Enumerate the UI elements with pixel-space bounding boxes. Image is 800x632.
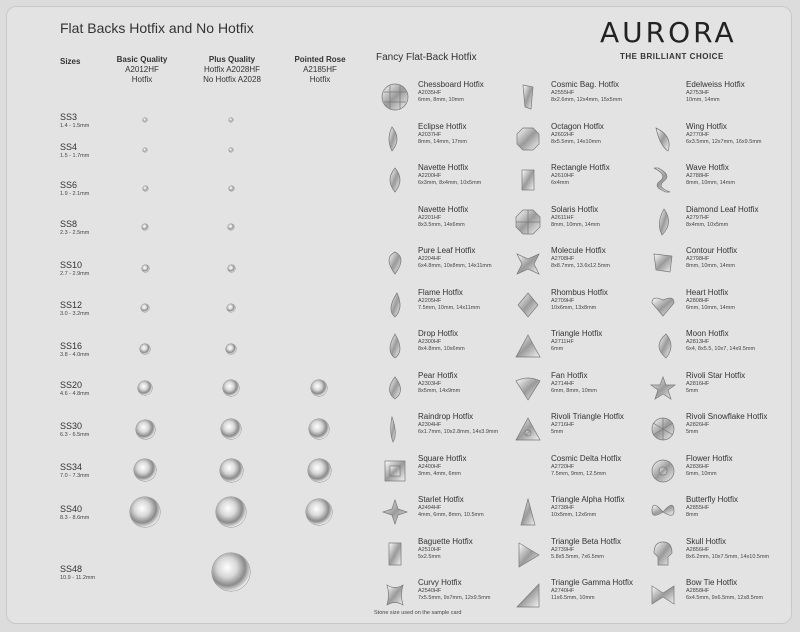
size-row-ss4 bbox=[60, 142, 89, 160]
size-row-ss30 bbox=[60, 421, 89, 439]
size-mm: 3.8 - 4.0mm bbox=[60, 352, 90, 358]
basic-gem-ss40 bbox=[130, 497, 160, 527]
fancy-item-flower bbox=[648, 454, 783, 494]
fancy-item-code: A2300HF bbox=[418, 339, 442, 345]
fancy-item-eclipse bbox=[380, 122, 515, 162]
basic-quality-header bbox=[112, 55, 172, 85]
pointed-rose-header bbox=[288, 55, 352, 85]
size-mm: 2.3 - 2.5mm bbox=[60, 230, 90, 236]
fancy-item-name: Rhombus Hotfix bbox=[551, 287, 608, 297]
plus-gem-ss40 bbox=[216, 497, 246, 527]
cosmic-baguette-icon bbox=[513, 82, 543, 112]
rose-gem-ss40 bbox=[306, 499, 332, 525]
size-row-ss40 bbox=[60, 504, 89, 522]
fancy-item-code: A2494HF bbox=[418, 505, 442, 511]
fancy-item-cosmic-baguette bbox=[513, 80, 648, 120]
fancy-item-chessboard bbox=[380, 80, 515, 120]
fancy-item-sizes: 6mm bbox=[551, 346, 564, 352]
fancy-item-name: Pure Leaf Hotfix bbox=[418, 246, 476, 255]
fancy-item-sizes: 8x5.5mm, 14x10mm bbox=[551, 138, 601, 145]
rose-gem-ss20 bbox=[311, 380, 327, 396]
fancy-item-sizes: 6x4, 8x5.5, 10x7, 14x9.5mm bbox=[686, 346, 756, 352]
fancy-item-heart bbox=[648, 288, 783, 328]
fancy-item-sizes: 8x6.2mm, 10x7.5mm, 14x10.5mm bbox=[686, 553, 770, 560]
fancy-item-rectangle bbox=[513, 163, 648, 203]
diamond-leaf-icon bbox=[648, 207, 678, 237]
fancy-item-name: Edelweiss Hotfix bbox=[686, 80, 745, 89]
skull-icon bbox=[648, 539, 678, 569]
fan-icon bbox=[513, 373, 543, 403]
fancy-item-code: A2201HF bbox=[418, 214, 442, 221]
fancy-item-sizes: 6x3mm, 8x4mm, 10x5mm bbox=[418, 180, 482, 186]
fancy-item-name: Pear Hotfix bbox=[418, 370, 458, 380]
size-label: SS4 bbox=[60, 142, 78, 152]
fancy-item-code: A2788HF bbox=[686, 173, 710, 179]
size-mm: 2.7 - 2.9mm bbox=[60, 271, 90, 277]
fancy-item-name: Cosmic Delta Hotfix bbox=[551, 453, 622, 463]
fancy-item-sizes: 5.8x5.5mm, 7x6.5mm bbox=[551, 553, 604, 560]
pointed-rose-name: Pointed Rose bbox=[294, 55, 346, 64]
fancy-item-code: A2708HF bbox=[551, 256, 575, 262]
fancy-item-name: Moon Hotfix bbox=[686, 329, 729, 338]
basic-gem-ss8 bbox=[142, 224, 148, 230]
fancy-item-sizes: 8mm, 10mm, 14mm bbox=[551, 221, 600, 228]
fancy-item-sizes: 8x4.8mm, 10x6mm bbox=[418, 346, 465, 352]
solaris-icon bbox=[513, 207, 543, 237]
contour-icon bbox=[648, 248, 678, 278]
basic-gem-ss4 bbox=[143, 148, 147, 152]
size-label: SS16 bbox=[60, 341, 83, 351]
fancy-item-drop bbox=[380, 329, 515, 369]
fancy-item-sizes: 5mm bbox=[686, 387, 699, 394]
fancy-item-sizes: 8x8.7mm, 13.6x12.5mm bbox=[551, 263, 610, 269]
fancy-item-pure-leaf bbox=[380, 246, 515, 286]
size-label: SS6 bbox=[60, 180, 78, 190]
size-row-ss8 bbox=[60, 219, 89, 237]
plus-gem-ss6 bbox=[229, 186, 234, 191]
fancy-item-code: A2813HF bbox=[686, 339, 710, 345]
chessboard-icon bbox=[380, 82, 410, 112]
fancy-item-triangle-gamma bbox=[513, 578, 648, 618]
size-row-ss48 bbox=[60, 564, 95, 582]
fancy-item-sizes: 6x4.8mm, 10x8mm, 14x11mm bbox=[418, 263, 492, 269]
fancy-item-sizes: 10x5mm, 12x6mm bbox=[551, 512, 597, 518]
fancy-item-name: Molecule Hotfix bbox=[551, 246, 606, 255]
size-label: SS12 bbox=[60, 300, 83, 310]
basic-gem-ss10 bbox=[142, 265, 149, 272]
fancy-item-name: Rivoli Star Hotfix bbox=[686, 370, 746, 380]
sizes-header bbox=[60, 57, 94, 67]
curvy-icon bbox=[380, 580, 410, 610]
fancy-item-fan bbox=[513, 371, 648, 411]
fancy-item-rivoli-star bbox=[648, 371, 783, 411]
fancy-item-sizes: 6x3.5mm, 12x7mm, 16x9.5mm bbox=[686, 138, 762, 145]
fancy-item-code: A2709HF bbox=[551, 297, 575, 304]
fancy-item-code: A2797HF bbox=[686, 214, 710, 221]
fancy-item-sizes: 8mm, 14mm, 17mm bbox=[418, 138, 467, 145]
rivoli-triangle-icon bbox=[513, 414, 543, 444]
fancy-item-butterfly bbox=[648, 495, 783, 535]
fancy-item-name: Heart Hotfix bbox=[686, 287, 729, 297]
plus-gem-ss20 bbox=[223, 380, 239, 396]
fancy-item-name: Triangle Hotfix bbox=[551, 329, 603, 338]
fancy-item-triangle-beta bbox=[513, 537, 648, 577]
fancy-item-bow-tie bbox=[648, 578, 783, 618]
basic-gem-ss30 bbox=[136, 420, 155, 439]
fancy-item-navette bbox=[380, 163, 515, 203]
brand-tagline: THE BRILLIANT CHOICE bbox=[620, 52, 724, 61]
triangle-icon bbox=[513, 331, 543, 361]
raindrop-icon bbox=[380, 414, 410, 444]
fancy-item-sizes: 8mm, 10mm, 14mm bbox=[686, 263, 735, 269]
molecule-icon bbox=[513, 248, 543, 278]
fancy-item-code: A2716HF bbox=[551, 422, 575, 428]
fancy-item-code: A2739HF bbox=[551, 546, 575, 553]
flower-icon bbox=[648, 456, 678, 486]
fancy-item-name: Solaris Hotfix bbox=[551, 204, 599, 214]
plus-gem-ss30 bbox=[221, 419, 241, 439]
fancy-item-octagon bbox=[513, 122, 648, 162]
fancy-section-title: Fancy Flat-Back Hotfix bbox=[376, 52, 477, 63]
plus-gem-ss12 bbox=[227, 304, 235, 312]
fancy-item-name: Triangle Alpha Hotfix bbox=[551, 495, 625, 504]
fancy-item-code: A2711HF bbox=[551, 339, 574, 345]
fancy-item-code: A2303HF bbox=[418, 380, 442, 387]
fancy-item-triangle bbox=[513, 329, 648, 369]
size-mm: 10.9 - 11.2mm bbox=[60, 575, 96, 581]
fancy-item-name: Bow Tie Hotfix bbox=[686, 578, 738, 587]
fancy-item-name: Wing Hotfix bbox=[686, 121, 727, 131]
plus-gem-ss10 bbox=[228, 265, 235, 272]
fancy-item-sizes: 6x4.5mm, 9x6.5mm, 12x8.5mm bbox=[686, 595, 764, 601]
fancy-item-wing bbox=[648, 122, 783, 162]
fancy-item-code: A2714HF bbox=[551, 380, 575, 387]
fancy-item-name: Triangle Gamma Hotfix bbox=[551, 578, 633, 587]
rose-gem-ss34 bbox=[308, 459, 331, 482]
pear-icon bbox=[380, 373, 410, 403]
size-row-ss3 bbox=[60, 112, 89, 130]
plus-gem-ss16 bbox=[226, 344, 236, 354]
size-mm: 7.0 - 7.3mm bbox=[60, 473, 90, 479]
navette-icon bbox=[380, 165, 410, 195]
fancy-item-name: Cosmic Bag. Hotfix bbox=[551, 80, 620, 89]
plus-gem-ss48 bbox=[212, 553, 250, 591]
fancy-item-sizes: 8x2.6mm, 12x4mm, 15x5mm bbox=[551, 97, 622, 103]
fancy-item-code: A2035HF bbox=[418, 90, 442, 96]
edelweiss-icon bbox=[648, 82, 678, 112]
size-label: SS40 bbox=[60, 504, 83, 514]
fancy-item-code: A2200HF bbox=[418, 173, 442, 179]
pure-leaf-icon bbox=[380, 248, 410, 278]
fancy-item-sizes: 10x6mm, 13x8mm bbox=[551, 304, 597, 311]
footnote: Stone size used on the sample card bbox=[374, 610, 462, 616]
fancy-item-code: A2770HF bbox=[686, 131, 710, 138]
rectangle-icon bbox=[513, 165, 543, 195]
fancy-item-name: Octagon Hotfix bbox=[551, 121, 604, 131]
navette-thin-icon bbox=[380, 207, 410, 237]
triangle-alpha-icon bbox=[513, 497, 543, 527]
size-label: SS20 bbox=[60, 380, 83, 390]
fancy-item-code: A2611HF bbox=[551, 214, 574, 221]
fancy-item-sizes: 6mm, 10mm, 14mm bbox=[686, 304, 735, 311]
rivoli-star-icon bbox=[648, 373, 678, 403]
fancy-item-name: Raindrop Hotfix bbox=[418, 412, 474, 421]
basic-gem-ss12 bbox=[141, 304, 149, 312]
bow-tie-icon bbox=[648, 580, 678, 610]
plus-quality-header bbox=[194, 55, 270, 85]
page-title: Flat Backs Hotfix and No Hotfix bbox=[60, 20, 254, 36]
fancy-item-name: Butterfly Hotfix bbox=[686, 495, 739, 504]
triangle-gamma-icon bbox=[513, 580, 543, 610]
fancy-item-name: Drop Hotfix bbox=[418, 329, 459, 338]
wing-icon bbox=[648, 124, 678, 154]
size-row-ss10 bbox=[60, 260, 89, 278]
fancy-item-sizes: 11x6.5mm, 10mm bbox=[551, 595, 595, 601]
fancy-item-sizes: 6x1.7mm, 10x2.8mm, 14x3.9mm bbox=[418, 429, 499, 435]
fancy-item-code: A2540HF bbox=[418, 588, 442, 594]
fancy-item-rivoli-triangle bbox=[513, 412, 648, 452]
butterfly-icon bbox=[648, 497, 678, 527]
fancy-item-wave bbox=[648, 163, 783, 203]
fancy-item-moon bbox=[648, 329, 783, 369]
size-label: SS48 bbox=[60, 564, 83, 574]
fancy-item-sizes: 3mm, 4mm, 6mm bbox=[418, 470, 461, 477]
rhombus-icon bbox=[513, 290, 543, 320]
fancy-item-code: A2720HF bbox=[551, 463, 575, 470]
fancy-item-flame bbox=[380, 288, 515, 328]
rivoli-snowflake-icon bbox=[648, 414, 678, 444]
fancy-item-code: A2808HF bbox=[686, 297, 710, 304]
starlet-icon bbox=[380, 497, 410, 527]
fancy-item-code: A2037HF bbox=[418, 131, 442, 138]
size-label: SS30 bbox=[60, 421, 83, 431]
size-mm: 1.5 - 1.7mm bbox=[60, 153, 90, 159]
fancy-item-sizes: 5x2.5mm bbox=[418, 553, 441, 560]
fancy-item-name: Chessboard Hotfix bbox=[418, 80, 484, 89]
fancy-item-name: Contour Hotfix bbox=[686, 246, 738, 255]
fancy-item-sizes: 8mm bbox=[686, 512, 699, 518]
basic-gem-ss20 bbox=[138, 381, 152, 395]
heart-icon bbox=[648, 290, 678, 320]
plus-quality-name: Plus Quality bbox=[208, 55, 256, 64]
eclipse-icon bbox=[380, 124, 410, 154]
fancy-item-code: A2740HF bbox=[551, 588, 575, 594]
size-mm: 6.3 - 6.5mm bbox=[60, 432, 90, 438]
flame-icon bbox=[380, 290, 410, 320]
fancy-item-name: Curvy Hotfix bbox=[418, 578, 462, 587]
fancy-item-name: Rivoli Snowflake Hotfix bbox=[686, 412, 768, 421]
fancy-item-name: Eclipse Hotfix bbox=[418, 121, 467, 131]
basic-gem-ss34 bbox=[134, 459, 156, 481]
pointed-rose-type: Hotfix bbox=[309, 75, 331, 84]
plus-quality-hotfix-code: Hotfix A2028HF bbox=[203, 65, 261, 74]
octagon-icon bbox=[513, 124, 543, 154]
fancy-item-sizes: 7.5mm, 10mm, 14x11mm bbox=[418, 304, 480, 311]
fancy-item-sizes: 7x5.5mm, 9x7mm, 12x9.5mm bbox=[418, 595, 491, 601]
fancy-item-name: Wave Hotfix bbox=[686, 163, 729, 172]
fancy-item-raindrop bbox=[380, 412, 515, 452]
fancy-item-code: A2204HF bbox=[418, 256, 442, 262]
plus-gem-ss8 bbox=[228, 224, 234, 230]
size-mm: 1.9 - 2.1mm bbox=[60, 191, 90, 197]
fancy-item-diamond-leaf bbox=[648, 205, 783, 245]
size-mm: 4.6 - 4.8mm bbox=[60, 391, 90, 397]
plus-gem-ss3 bbox=[229, 118, 233, 122]
fancy-item-code: A2798HF bbox=[686, 256, 710, 262]
fancy-item-code: A2836HF bbox=[686, 463, 710, 470]
fancy-item-name: Diamond Leaf Hotfix bbox=[686, 204, 759, 214]
fancy-item-sizes: 6mm, 8mm, 10mm bbox=[551, 387, 597, 394]
fancy-item-sizes: 6mm, 8mm, 10mm bbox=[418, 97, 464, 103]
fancy-item-sizes: 5mm bbox=[551, 429, 564, 435]
basic-quality-name: Basic Quality bbox=[116, 55, 168, 64]
fancy-item-navette-thin bbox=[380, 205, 515, 245]
fancy-item-code: A2602HF bbox=[551, 131, 575, 138]
size-label: SS3 bbox=[60, 112, 78, 122]
size-mm: 1.4 - 1.5mm bbox=[60, 123, 90, 129]
fancy-item-code: A2510HF bbox=[418, 546, 442, 553]
fancy-item-cosmic-delta bbox=[513, 454, 648, 494]
fancy-item-sizes: 8x4mm, 10x5mm bbox=[686, 221, 729, 228]
size-row-ss34 bbox=[60, 462, 89, 480]
fancy-item-sizes: 8x5mm, 14x9mm bbox=[418, 387, 461, 394]
fancy-item-skull bbox=[648, 537, 783, 577]
fancy-item-solaris bbox=[513, 205, 648, 245]
plus-gem-ss4 bbox=[229, 148, 233, 152]
fancy-item-code: A2738HF bbox=[551, 505, 575, 511]
fancy-item-square bbox=[380, 454, 515, 494]
size-label: SS34 bbox=[60, 462, 83, 472]
square-icon bbox=[380, 456, 410, 486]
basic-quality-code: A2012HF bbox=[125, 65, 159, 74]
fancy-item-baguette bbox=[380, 537, 515, 577]
size-row-ss16 bbox=[60, 341, 89, 359]
fancy-item-starlet bbox=[380, 495, 515, 535]
fancy-item-name: Navette Hotfix bbox=[418, 204, 469, 214]
fancy-item-code: A2555HF bbox=[551, 90, 575, 96]
fancy-item-name: Baguette Hotfix bbox=[418, 536, 473, 546]
rose-gem-ss30 bbox=[309, 419, 329, 439]
fancy-item-code: A2610HF bbox=[551, 173, 575, 179]
pointed-rose-code: A2185HF bbox=[303, 65, 337, 74]
basic-gem-ss3 bbox=[143, 118, 147, 122]
plus-quality-nohotfix-code: No Hotfix A2028 bbox=[203, 75, 261, 84]
fancy-item-code: A2858HF bbox=[686, 588, 710, 594]
fancy-item-code: A2753HF bbox=[686, 90, 710, 96]
size-row-ss20 bbox=[60, 380, 89, 398]
plus-gem-ss34 bbox=[220, 459, 243, 482]
drop-icon bbox=[380, 331, 410, 361]
fancy-item-name: Starlet Hotfix bbox=[418, 495, 464, 504]
fancy-item-name: Flame Hotfix bbox=[418, 287, 463, 297]
fancy-item-code: A2826HF bbox=[686, 422, 710, 428]
size-mm: 3.0 - 3.2mm bbox=[60, 311, 90, 317]
fancy-item-name: Fan Hotfix bbox=[551, 370, 588, 380]
fancy-item-molecule bbox=[513, 246, 648, 286]
wave-icon bbox=[648, 165, 678, 195]
fancy-item-rhombus bbox=[513, 288, 648, 328]
basic-gem-ss16 bbox=[140, 344, 150, 354]
fancy-item-sizes: 6x4mm bbox=[551, 180, 570, 186]
fancy-item-name: Rivoli Triangle Hotfix bbox=[551, 412, 624, 421]
brand-logo: AURORA bbox=[600, 16, 737, 49]
fancy-item-code: A2400HF bbox=[418, 463, 442, 470]
fancy-item-name: Square Hotfix bbox=[418, 453, 467, 463]
fancy-item-sizes: 4mm, 6mm, 8mm, 10.5mm bbox=[418, 512, 484, 518]
fancy-item-sizes: 8x3.5mm, 14x6mm bbox=[418, 221, 465, 228]
fancy-item-code: A2304HF bbox=[418, 422, 442, 428]
size-mm: 8.3 - 8.6mm bbox=[60, 515, 90, 521]
fancy-item-name: Flower Hotfix bbox=[686, 453, 733, 463]
size-label: SS10 bbox=[60, 260, 83, 270]
fancy-item-name: Triangle Beta Hotfix bbox=[551, 536, 621, 546]
fancy-item-triangle-alpha bbox=[513, 495, 648, 535]
fancy-item-sizes: 8mm, 10mm, 14mm bbox=[686, 180, 735, 186]
fancy-item-name: Rectangle Hotfix bbox=[551, 163, 610, 172]
size-row-ss6 bbox=[60, 180, 89, 198]
sizes-header-label: Sizes bbox=[60, 57, 81, 66]
fancy-item-code: A2816HF bbox=[686, 380, 710, 387]
fancy-item-name: Navette Hotfix bbox=[418, 163, 469, 172]
fancy-item-code: A2205HF bbox=[418, 297, 442, 304]
baguette-icon bbox=[380, 539, 410, 569]
fancy-item-rivoli-snowflake bbox=[648, 412, 783, 452]
fancy-item-sizes: 10mm, 14mm bbox=[686, 97, 720, 103]
fancy-item-sizes: 7.5mm, 9mm, 12.5mm bbox=[551, 470, 607, 477]
fancy-item-sizes: 6mm, 10mm bbox=[686, 470, 717, 477]
fancy-item-sizes: 5mm bbox=[686, 429, 699, 435]
size-label: SS8 bbox=[60, 219, 78, 229]
fancy-item-edelweiss bbox=[648, 80, 783, 120]
size-row-ss12 bbox=[60, 300, 89, 318]
basic-quality-type: Hotfix bbox=[131, 75, 153, 84]
fancy-item-contour bbox=[648, 246, 783, 286]
triangle-beta-icon bbox=[513, 539, 543, 569]
fancy-item-code: A2855HF bbox=[686, 505, 710, 511]
cosmic-delta-icon bbox=[513, 456, 543, 486]
fancy-item-code: A2856HF bbox=[686, 546, 710, 553]
fancy-item-name: Skull Hotfix bbox=[686, 536, 727, 546]
fancy-item-pear bbox=[380, 371, 515, 411]
basic-gem-ss6 bbox=[143, 186, 148, 191]
moon-icon bbox=[648, 331, 678, 361]
